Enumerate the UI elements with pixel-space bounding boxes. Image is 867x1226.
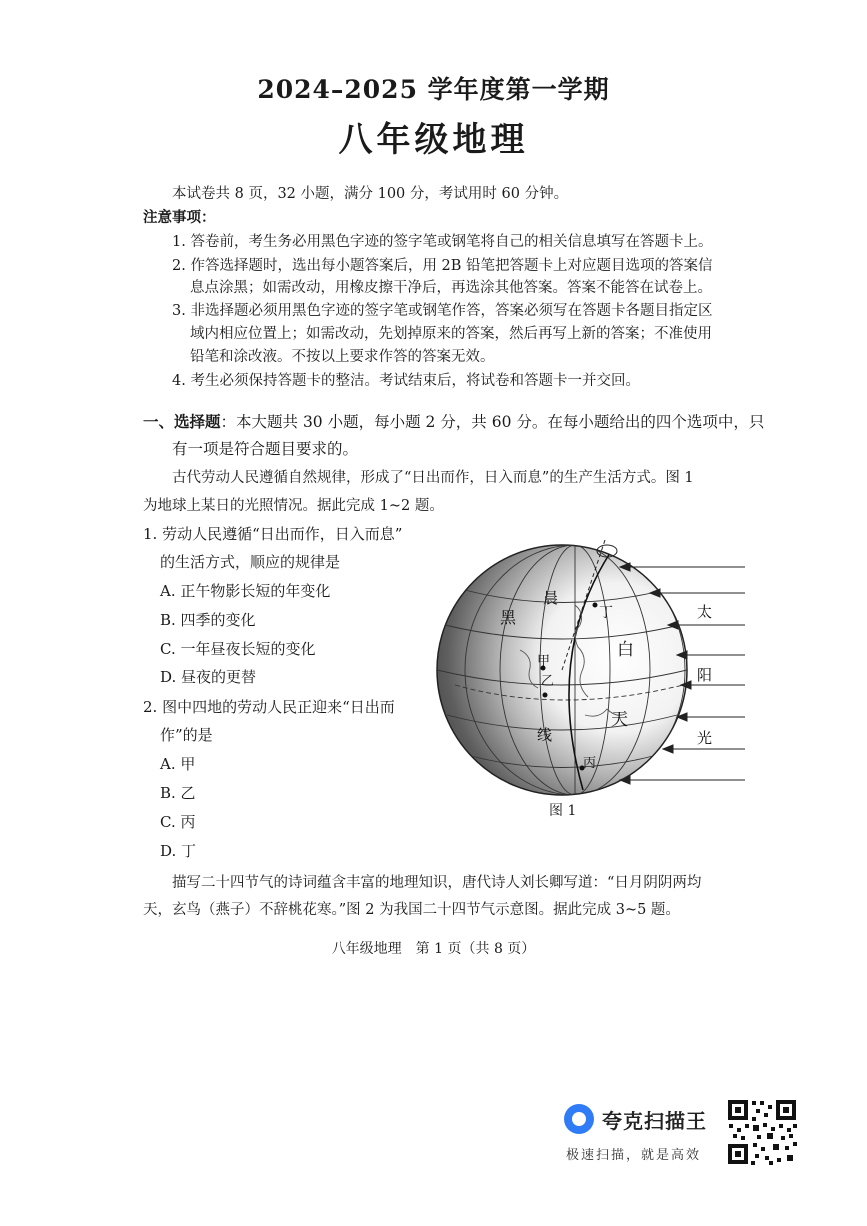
- qr-code-icon: [726, 1098, 798, 1166]
- note-line: 3. 非选择题必须用黑色字迹的签字笔或钢笔作答，答案必须写在答题卡各题目指定区: [172, 303, 713, 319]
- label-jia: 甲: [537, 654, 551, 669]
- label-sun3: 光: [697, 729, 713, 747]
- option-c: C. 一年昼夜长短的变化: [160, 640, 316, 658]
- label-ding: 丁: [599, 605, 613, 621]
- note-line: 4. 考生必须保持答题卡的整洁。考试结束后，将试卷和答题卡一并交回。: [172, 373, 640, 389]
- section-desc: ：本大题共 30 小题，每小题 2 分，共 60 分。在每小题给出的四个选项中，只: [220, 413, 765, 431]
- option-d: D. 昼夜的更替: [160, 668, 257, 686]
- section-heading: [143, 410, 764, 432]
- question-stem: 2. 图中四地的劳动人民正迎来“日出而: [143, 698, 395, 716]
- note-line: 域内相应位置上；如需改动，先划掉原来的答案，然后再写上新的答案；不准使用: [190, 326, 712, 342]
- quark-logo-icon: [564, 1104, 594, 1134]
- passage-line: 描写二十四节气的诗词蕴含丰富的地理知识，唐代诗人刘长卿写道：“日月阴阴两均: [172, 875, 702, 891]
- notes-heading: 注意事项：: [143, 210, 216, 226]
- note-line: 1. 答卷前，考生务必用黑色字迹的签字笔或钢笔将自己的相关信息填写在答题卡上。: [172, 234, 713, 250]
- option-b: B. 乙: [160, 784, 196, 802]
- exam-intro: 本试卷共 8 页，32 小题，满分 100 分，考试用时 60 分钟。: [172, 186, 569, 202]
- figure-globe-illumination: [425, 535, 755, 800]
- option-a: A. 甲: [160, 755, 196, 773]
- passage-line: 为地球上某日的光照情况。据此完成 1~2 题。: [143, 498, 444, 514]
- page-footer: 八年级地理 第 1 页（共 8 页）: [331, 941, 536, 957]
- passage-line: 古代劳动人民遵循自然规律，形成了“日出而作，日入而息”的生产生活方式。图 1: [172, 470, 694, 486]
- note-line: 2. 作答选择题时，选出每小题答案后，用 2B 铅笔把答题卡上对应题目选项的答案信: [172, 258, 713, 274]
- section-label: 一、选择题: [143, 412, 221, 431]
- section-desc-cont: 有一项是符合题目要求的。: [172, 440, 359, 458]
- question-stem: 1. 劳动人民遵循“日出而作，日入而息”: [143, 525, 403, 543]
- question-stem: 的生活方式，顺应的规律是: [160, 553, 341, 571]
- option-d: D. 丁: [160, 842, 197, 860]
- figure-caption: 图 1: [549, 803, 577, 819]
- label-dawn: 晨: [543, 589, 559, 607]
- label-day2: 天: [611, 710, 628, 730]
- scanner-watermark: [560, 1096, 720, 1166]
- exam-term-title: 2024–2025 学年度第一学期: [257, 75, 610, 104]
- option-c: C. 丙: [160, 813, 196, 831]
- point-yi: [543, 693, 548, 698]
- label-sun1: 太: [697, 603, 713, 621]
- exam-subject-title: 八年级地理: [338, 120, 529, 160]
- point-ding: [593, 603, 598, 608]
- label-day: 白: [617, 640, 634, 660]
- option-a: A. 正午物影长短的年变化: [160, 582, 331, 600]
- option-b: B. 四季的变化: [160, 611, 256, 629]
- passage-line: 天，玄鸟（燕子）不辞桃花寒。”图 2 为我国二十四节气示意图。据此完成 3~5 题。: [143, 902, 680, 918]
- question-stem: 作”的是: [160, 726, 213, 744]
- label-yi: 乙: [541, 674, 555, 689]
- watermark-slogan: 极速扫描，就是高效: [566, 1148, 702, 1163]
- label-sun2: 阳: [697, 666, 713, 684]
- note-line: 铅笔和涂改液。不按以上要求作答的答案无效。: [190, 349, 495, 365]
- label-dark: 黑: [500, 608, 517, 627]
- watermark-app-name: 夸克扫描王: [602, 1108, 707, 1133]
- label-line: 线: [537, 726, 553, 744]
- label-bing: 丙: [583, 756, 597, 771]
- note-line: 息点涂黑；如需改动，用橡皮擦干净后，再选涂其他答案。答案不能答在试卷上。: [190, 280, 712, 296]
